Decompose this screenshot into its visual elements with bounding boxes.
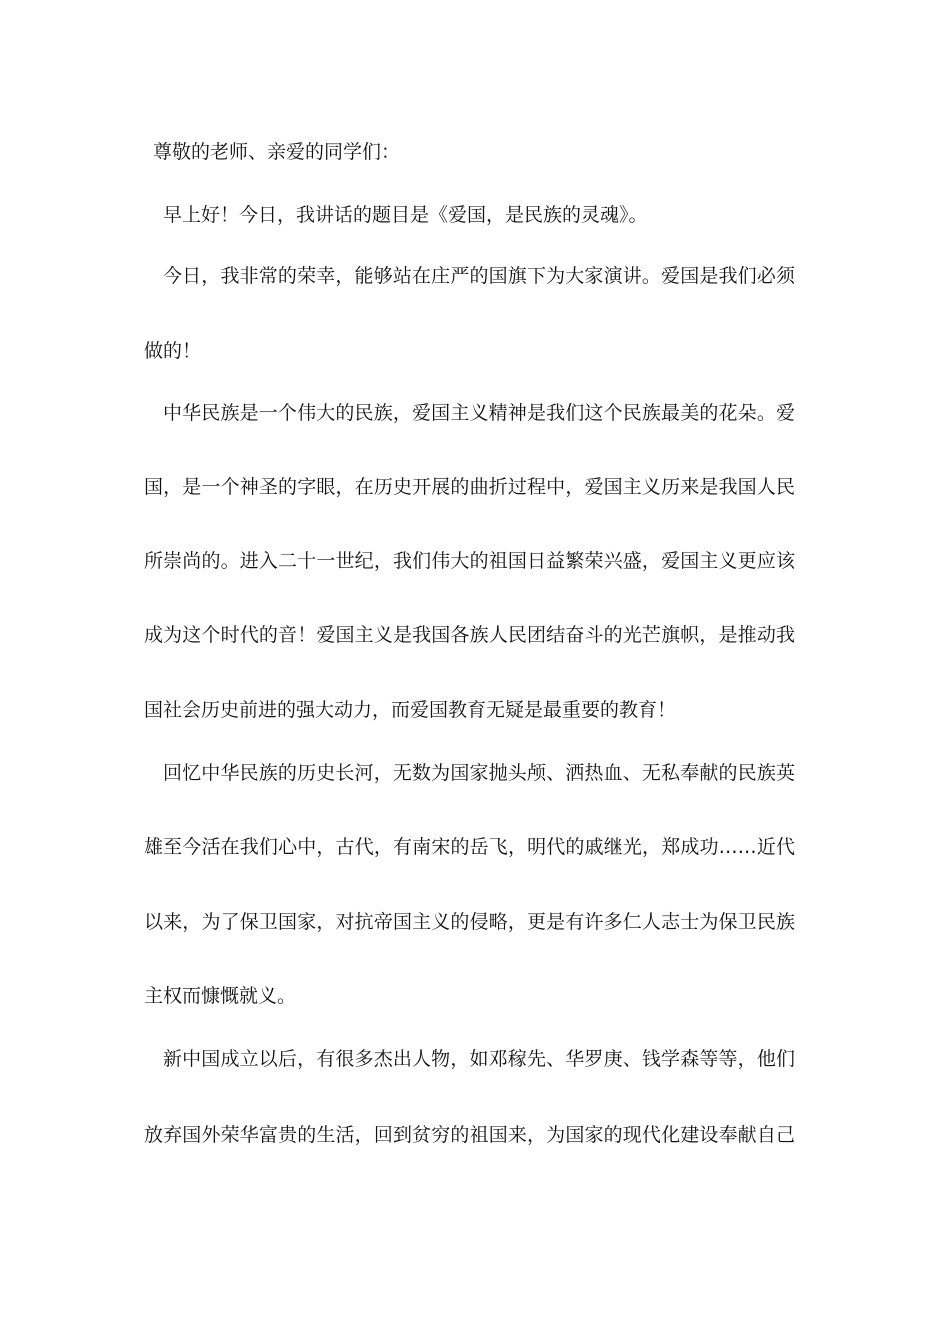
paragraph-5-line-2: 放弃国外荣华富贵的生活，回到贫穷的祖国来，为国家的现代化建设奉献自己 [144,1124,795,1146]
paragraph-2-line-1: 今日，我非常的荣幸，能够站在庄严的国旗下为大家演讲。爱国是我们必须 [163,265,795,287]
paragraph-4-line-1: 回忆中华民族的历史长河，无数为国家抛头颅、洒热血、无私奉献的民族英 [163,762,795,784]
paragraph-3-line-4: 成为这个时代的音！爱国主义是我国各族人民团结奋斗的光芒旗帜，是推动我 [144,624,795,646]
paragraph-3-line-1: 中华民族是一个伟大的民族，爱国主义精神是我们这个民族最美的花朵。爱 [163,402,795,424]
paragraph-5-line-1: 新中国成立以后，有很多杰出人物，如邓稼先、华罗庚、钱学森等等，他们 [163,1048,795,1070]
paragraph-4-line-3: 以来，为了保卫国家，对抗帝国主义的侵略，更是有许多仁人志士为保卫民族 [144,911,795,933]
paragraph-4-line-2: 雄至今活在我们心中，古代，有南宋的岳飞，明代的戚继光，郑成功……近代 [144,836,795,858]
paragraph-3-line-5: 国社会历史前进的强大动力，而爱国教育无疑是最重要的教育！ [144,699,677,721]
paragraph-2-line-2: 做的！ [144,340,202,362]
paragraph-3-line-3: 所崇尚的。进入二十一世纪，我们伟大的祖国日益繁荣兴盛，爱国主义更应该 [144,550,795,572]
salutation: 尊敬的老师、亲爱的同学们： [153,141,401,163]
paragraph-4-line-4: 主权而慷慨就义。 [144,985,297,1007]
paragraph-3-line-2: 国，是一个神圣的字眼，在历史开展的曲折过程中，爱国主义历来是我国人民 [144,476,795,498]
paragraph-1-line-1: 早上好！今日，我讲话的题目是《爱国，是民族的灵魂》。 [163,204,648,226]
